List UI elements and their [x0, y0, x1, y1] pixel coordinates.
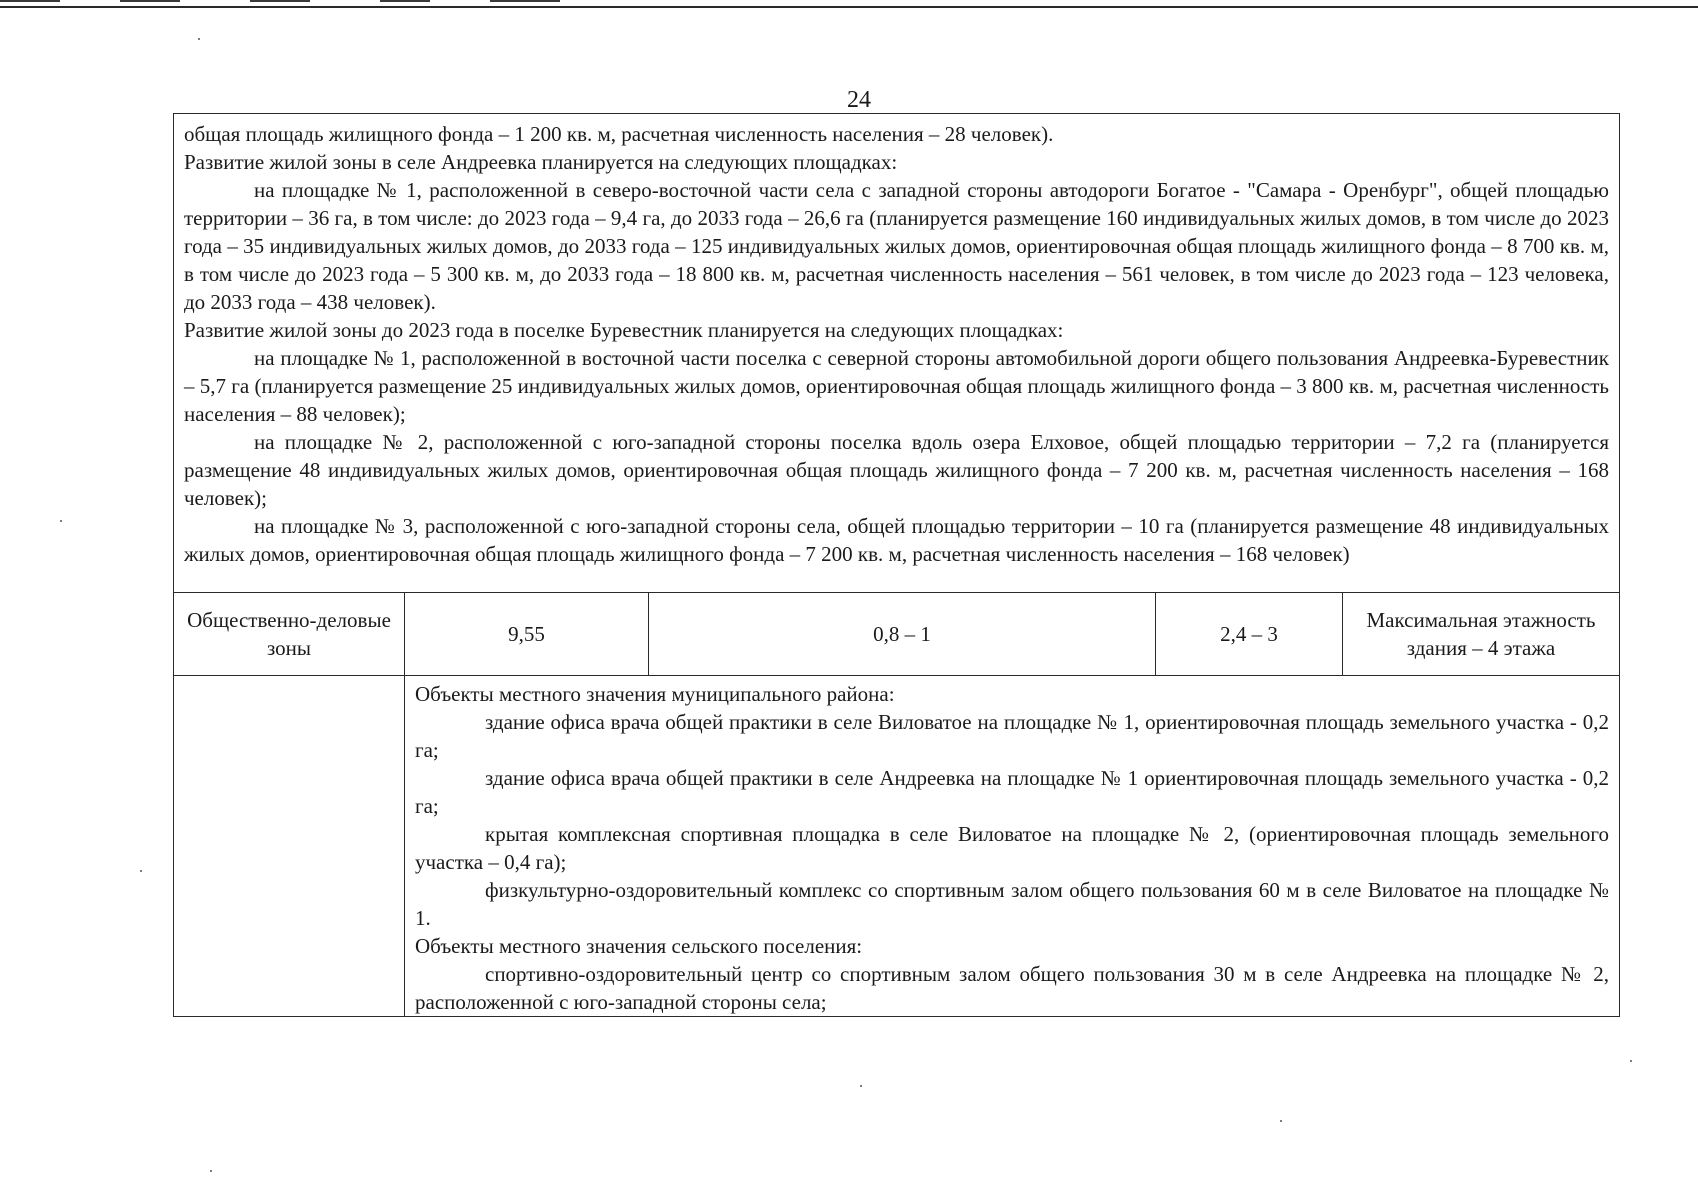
table-row	[174, 676, 1620, 1017]
scan-speck	[1280, 1120, 1282, 1122]
zone-name: Общественно-деловые зоны	[187, 608, 391, 660]
scan-speck	[198, 38, 200, 40]
list-item: крытая комплексная спортивная площадка в селе Виловатое на площадке № 2, (ориентировочная площадь земельного участка – 0,4 га);	[415, 822, 1609, 874]
paragraph: на площадке № 1, расположенной в северо-восточной части села с западной стороны автодороги Богатое - "Самара - Оренбург", общей площадью территории – 36 га, в том числе: до 2023 года – 9,4 га, до 2033 года – 26,6 га (планируется размещение 160 индивидуальных жилых домов, в том числе до 2023 года – 35 индивидуальных жилых домов, до 2033 года – 125 индивидуальных жилых домов, ориентировочная общая площадь жилищного фонда – 8 700 кв. м, в том числе до 2023 года – 5 300 кв. м, до 2033 года – 18 800 кв. м, расчетная численность населения – 561 человек, в том числе до 2023 года – 123 человека, до 2033 года – 438 человек).	[184, 178, 1609, 314]
objects-cell	[405, 676, 1620, 1017]
section-heading: Объекты местного значения муниципального района:	[415, 682, 895, 706]
zone-area: 9,55	[508, 622, 545, 646]
zone-coef-b: 2,4 – 3	[1220, 622, 1278, 646]
scan-artifact	[0, 0, 60, 2]
coef-b-cell	[1156, 593, 1343, 676]
zone-max-floors: Максимальная этажность здания – 4 этажа	[1366, 608, 1596, 660]
table-row	[174, 593, 1620, 676]
max-floors-cell	[1343, 593, 1620, 676]
paragraph: на площадке № 3, расположенной с юго-западной стороны села, общей площадью территории – 10 га (планируется размещение 48 индивидуальных жилых домов, ориентировочная общая площадь жилищного фонда – 7 200 кв. м, расчетная численность населения – 168 человек)	[184, 514, 1609, 566]
paragraph: Развитие жилой зоны в селе Андреевка планируется на следующих площадках:	[184, 150, 898, 174]
scan-speck	[210, 1170, 212, 1172]
zone-coef-a: 0,8 – 1	[873, 622, 931, 646]
paragraph: Развитие жилой зоны до 2023 года в поселке Буревестник планируется на следующих площадках:	[184, 318, 1064, 342]
paragraph: на площадке № 2, расположенной с юго-западной стороны поселка вдоль озера Елховое, общей площадью территории – 7,2 га (планируется размещение 48 индивидуальных жилых домов, ориентировочная общая площадь жилищного фонда – 7 200 кв. м, расчетная численность населения – 168 человек);	[184, 430, 1609, 510]
scan-speck	[140, 870, 142, 872]
scan-artifact	[120, 0, 180, 2]
table-row	[174, 114, 1620, 593]
scan-speck	[1630, 1060, 1632, 1062]
coef-a-cell	[649, 593, 1156, 676]
scan-top-border	[0, 6, 1698, 8]
scan-artifact	[490, 0, 560, 2]
section-heading: Объекты местного значения сельского поселения:	[415, 934, 863, 958]
housing-cell	[174, 114, 1620, 593]
paragraph: общая площадь жилищного фонда – 1 200 кв. м, расчетная численность населения – 28 человек).	[184, 122, 1054, 146]
paragraph: на площадке № 1, расположенной в восточной части поселка с северной стороны автомобильной дороги общего пользования Андреевка-Буревестник – 5,7 га (планируется размещение 25 индивидуальных жилых домов, ориентировочная общая площадь жилищного фонда – 3 800 кв. м, расчетная численность населения – 88 человек);	[184, 346, 1609, 426]
scan-artifact	[380, 0, 430, 2]
scan-artifact	[250, 0, 310, 2]
list-item: здание офиса врача общей практики в селе Андреевка на площадке № 1 ориентировочная площадь земельного участка - 0,2 га;	[415, 766, 1609, 818]
page-number: 24	[847, 87, 871, 113]
scan-speck	[860, 1085, 862, 1087]
scan-speck	[60, 520, 62, 522]
empty-cell	[174, 676, 405, 1017]
area-cell	[405, 593, 649, 676]
planning-table	[173, 113, 1620, 1017]
zone-name-cell	[174, 593, 405, 676]
list-item: здание офиса врача общей практики в селе Виловатое на площадке № 1, ориентировочная площадь земельного участка - 0,2 га;	[415, 710, 1609, 762]
list-item: физкультурно-оздоровительный комплекс со спортивным залом общего пользования 60 м в селе Виловатое на площадке № 1.	[415, 878, 1609, 930]
list-item: спортивно-оздоровительный центр со спортивным залом общего пользования 30 м в селе Андреевка на площадке № 2, расположенной с юго-западной стороны села;	[415, 962, 1609, 1014]
